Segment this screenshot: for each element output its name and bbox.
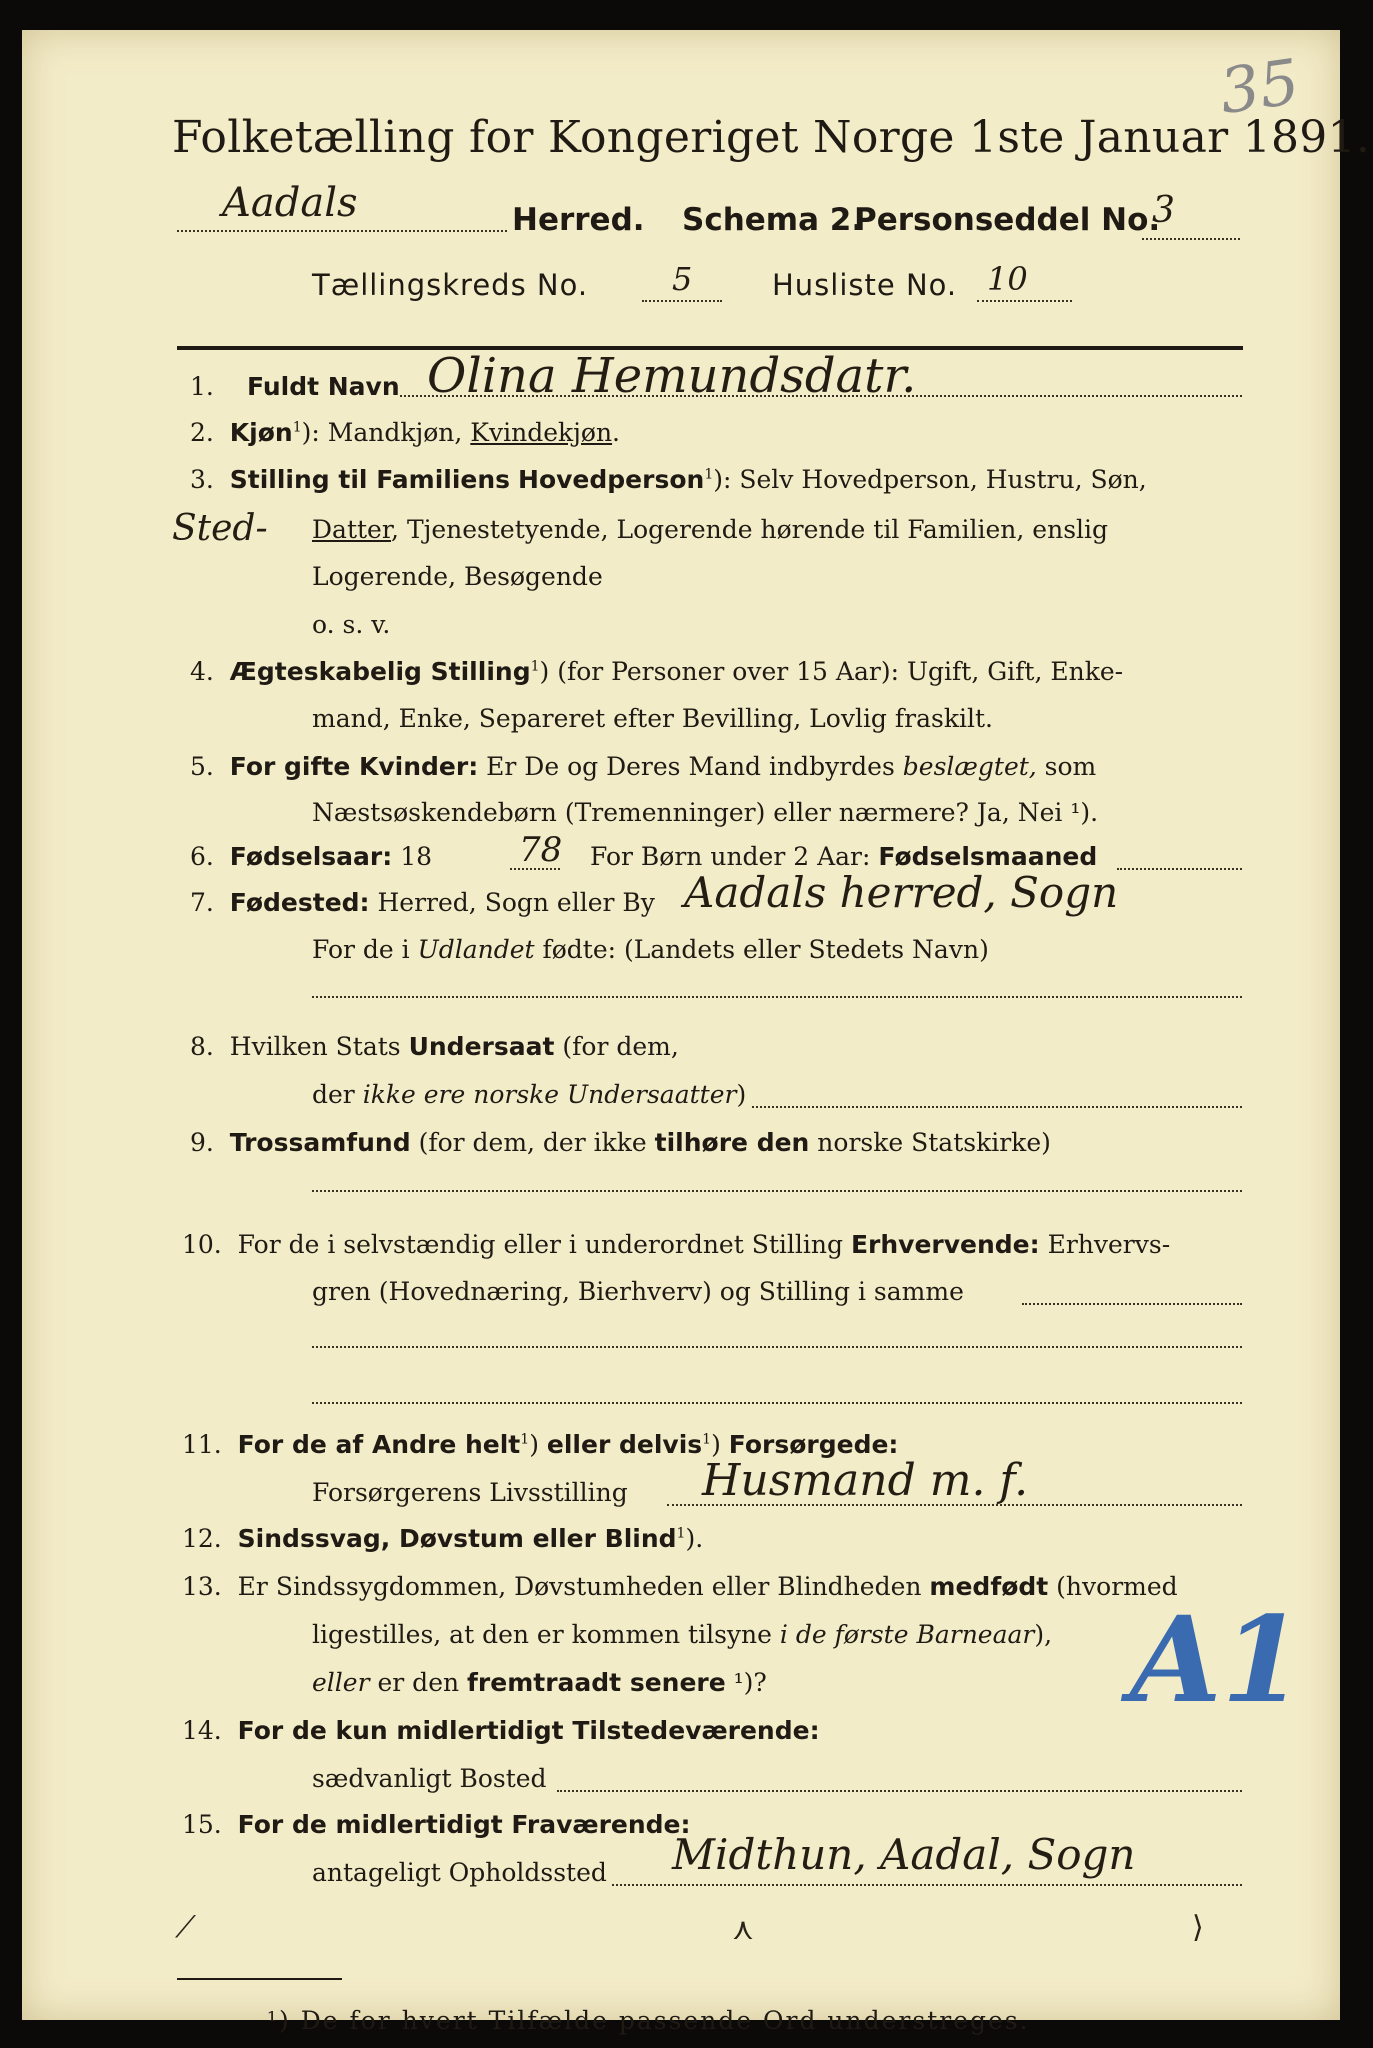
corner-pencil-mark: 35: [1215, 44, 1304, 129]
item-15-line-1: [182, 1810, 691, 1839]
item-13-bold-3: fremtraadt senere: [467, 1668, 726, 1697]
item-10-line-2: gren (Hovednæring, Bierhverv) og Stilling i samme: [312, 1277, 964, 1306]
item-15-dotline: [612, 1884, 1242, 1886]
item-9-text: (for dem, der ikke: [410, 1128, 655, 1157]
item-15-number: 15.: [182, 1810, 222, 1839]
item-7-dotline: [312, 996, 1242, 998]
item-3-sup: 1: [704, 466, 714, 483]
item-11-label-c: Forsørgede:: [728, 1430, 899, 1459]
item-13-italic-3: eller: [312, 1668, 370, 1697]
taellingskreds-dotline: [642, 300, 722, 302]
item-1-label: Fuldt Navn: [247, 372, 400, 401]
item-2-label: Kjøn: [229, 418, 293, 447]
item-14-line-2: sædvanligt Bosted: [312, 1764, 547, 1793]
item-3-selected: Datter: [312, 515, 392, 544]
item-15-label: For de midlertidigt Fraværende:: [237, 1810, 691, 1839]
item-4-number: 4.: [190, 657, 214, 686]
footnote: ¹) De for hvert Tilfælde passende Ord understreges.: [267, 2006, 1030, 2035]
item-6-text-a: For Børn under 2 Aar:: [590, 842, 871, 871]
item-5-number: 5.: [190, 752, 214, 781]
item-13-number: 13.: [182, 1572, 222, 1601]
item-14-dotline: [557, 1790, 1242, 1792]
item-11-line-1: 11. For de af Andre helt$^1$) eller delvis$^1$) Forsørgede:: [182, 1430, 899, 1459]
taellingskreds-label: Tællingskreds No.: [312, 268, 589, 302]
item-13-line-3: [312, 1668, 767, 1697]
item-4-line-2: mand, Enke, Separeret efter Bevilling, Lovlig fraskilt.: [312, 704, 993, 733]
margin-blue-mark: A1: [1130, 1590, 1304, 1729]
item-3-line-4: o. s. v.: [312, 610, 391, 639]
item-6-month-dotline: [1117, 868, 1242, 870]
corner-tick-right: ⟩: [1192, 1910, 1204, 1945]
item-8-text-a: Hvilken Stats: [229, 1032, 409, 1061]
item-3-line-3: Logerende, Besøgende: [312, 562, 603, 591]
item-9-bold: tilhøre den: [654, 1128, 810, 1157]
item-11-label-a: For de af Andre helt: [237, 1430, 521, 1459]
item-8-text-2a: der: [312, 1080, 363, 1109]
item-6-year-prefix: 18: [400, 842, 433, 871]
item-6-label: Fødselsaar:: [229, 842, 393, 871]
item-13-bold-1: medfødt: [929, 1572, 1049, 1601]
item-5-label: For gifte Kvinder:: [229, 752, 479, 781]
item-10-text: For de i selvstændig eller i underordnet Stilling: [237, 1230, 851, 1259]
item-4-line-1: [190, 657, 1123, 686]
item-6-label-2: Fødselsmaaned: [878, 842, 1098, 871]
herred-label: Herred.: [512, 202, 645, 238]
item-2-text-b: .: [612, 418, 620, 447]
personseddel-value: 3: [1152, 190, 1175, 231]
item-8-line-1: [190, 1032, 679, 1061]
item-13-text-1a: Er Sindssygdommen, Døvstumheden eller Blindheden: [237, 1572, 930, 1601]
item-14-line-1: [182, 1716, 820, 1745]
item-13-line-1: [182, 1572, 1178, 1601]
item-10-dotline-3: [312, 1402, 1242, 1404]
item-7-italic: Udlandet: [417, 935, 535, 964]
item-11-dotline: [667, 1504, 1242, 1506]
item-6-year-value: 78: [519, 830, 563, 870]
item-14-number: 14.: [182, 1716, 222, 1745]
item-9-label: Trossamfund: [229, 1128, 411, 1157]
herred-value: Aadals: [222, 180, 358, 226]
item-15-line-2: antageligt Opholdssted: [312, 1858, 607, 1887]
item-6-line: [190, 842, 432, 871]
item-5-line-2: Næstsøskendebørn (Tremenninger) eller nærmere? Ja, Nei ¹).: [312, 798, 1099, 827]
item-13-italic-2: i de første Barneaar: [779, 1620, 1035, 1649]
item-11-label-b: eller delvis: [546, 1430, 703, 1459]
item-2-line: [190, 418, 620, 447]
item-13-text-2b: ),: [1034, 1620, 1053, 1649]
item-4-sup: 1: [530, 658, 540, 675]
item-2-number: 2.: [190, 418, 214, 447]
item-8-label: Undersaat: [408, 1032, 555, 1061]
item-7-text: Herred, Sogn eller By: [377, 888, 655, 917]
item-9-dotline: [312, 1190, 1242, 1192]
item-11-number: 11.: [182, 1430, 222, 1459]
item-3-hand-prefix: Sted-: [172, 508, 268, 549]
item-3-number: 3.: [190, 465, 214, 494]
corner-tick-left: ⟋: [175, 1910, 196, 1945]
item-10-text-2: Erhvervs-: [1039, 1230, 1171, 1259]
corner-tick-center: ⋏: [732, 1912, 754, 1947]
item-7-number: 7.: [190, 888, 214, 917]
item-8-number: 8.: [190, 1032, 214, 1061]
item-7-line-1: [190, 888, 655, 917]
item-9-line: [190, 1128, 1051, 1157]
item-14-label: For de kun midlertidigt Tilstedeværende:: [237, 1716, 820, 1745]
item-1-number: 1.: [190, 372, 214, 401]
item-3-line-1: [190, 465, 1147, 494]
item-13-text-3a: er den: [369, 1668, 468, 1697]
item-5-italic: beslægtet,: [902, 752, 1037, 781]
item-1-value: Olina Hemundsdatr.: [427, 348, 917, 404]
item-8-text-b: (for dem,: [554, 1032, 679, 1061]
herred-dotline: [177, 230, 507, 232]
item-10-number: 10.: [182, 1230, 222, 1259]
item-2-selected: Kvindekjøn: [470, 418, 613, 447]
item-11-line-2: Forsørgerens Livsstilling: [312, 1478, 628, 1507]
item-13-tail: ¹)?: [733, 1668, 767, 1697]
item-10-dotline-1: [1022, 1303, 1242, 1305]
item-4-text-1: ) (for Personer over 15 Aar): Ugift, Gift, Enke-: [539, 657, 1124, 686]
item-7-text-2a: For de i: [312, 935, 418, 964]
item-6-number: 6.: [190, 842, 214, 871]
item-6-year-dotline: [510, 868, 560, 870]
item-5-text-b: som: [1036, 752, 1097, 781]
item-3-text-1: ): Selv Hovedperson, Hustru, Søn,: [713, 465, 1147, 494]
census-form-page: [22, 30, 1371, 2035]
item-2-text-a: ): Mandkjøn,: [301, 418, 471, 447]
item-8-line-2: [312, 1080, 746, 1109]
item-3-text-2: , Tjenestetyende, Logerende hørende til Familien, enslig: [391, 515, 1109, 544]
item-13-text-1c: (hvormed: [1048, 1572, 1178, 1601]
item-3-label-2: Hovedperson: [518, 465, 705, 494]
item-12-number: 12.: [182, 1524, 222, 1553]
item-9-text-2: norske Statskirke): [809, 1128, 1051, 1157]
item-4-label: Ægteskabelig Stilling: [229, 657, 531, 686]
item-3-label: Stilling til Familiens: [229, 465, 511, 494]
taellingskreds-value: 5: [672, 260, 693, 298]
item-10-label: Erhvervende:: [850, 1230, 1040, 1259]
item-5-line-1: [190, 752, 1096, 781]
item-11-sup-1: 1: [520, 1431, 530, 1448]
item-7-value: Aadals herred, Sogn: [684, 868, 1119, 917]
schema-label: Schema 2.: [682, 202, 864, 238]
item-11-sup-2: 1: [702, 1431, 712, 1448]
husliste-label: Husliste No.: [772, 268, 958, 302]
item-7-line-2: [312, 935, 989, 964]
item-2-sup: 1: [292, 419, 302, 436]
item-12-sup: 1: [676, 1525, 686, 1542]
item-13-line-2: [312, 1620, 1052, 1649]
item-8-italic: ikke ere norske Undersaatter: [362, 1080, 737, 1109]
item-15-value: Midthun, Aadal, Sogn: [672, 1830, 1136, 1879]
item-9-number: 9.: [190, 1128, 214, 1157]
form-title: Folketælling for Kongeriget Norge 1ste Januar 1891.: [172, 112, 1371, 163]
item-8-text-2b: ): [736, 1080, 747, 1109]
husliste-dotline: [977, 300, 1072, 302]
item-3-line-2: [312, 515, 1108, 544]
item-6-text: [590, 842, 1097, 871]
husliste-value: 10: [987, 260, 1028, 298]
item-5-text-a: Er De og Deres Mand indbyrdes: [478, 752, 903, 781]
footnote-rule: [177, 1978, 342, 1980]
personseddel-dotline: [1142, 238, 1240, 240]
item-1-dotline: [400, 395, 1242, 397]
item-10-line-1: [182, 1230, 1170, 1259]
personseddel-label: Personseddel No.: [854, 202, 1161, 238]
item-12-label: Sindssvag, Døvstum eller Blind: [237, 1524, 677, 1553]
item-7-label: Fødested:: [229, 888, 370, 917]
item-12-line: [182, 1524, 703, 1553]
item-13-text-2a: ligestilles, at den er kommen tilsyne: [312, 1620, 780, 1649]
item-11-value: Husmand m. f.: [702, 1455, 1029, 1506]
item-7-text-2b: fødte: (Landets eller Stedets Navn): [534, 935, 989, 964]
item-8-dotline: [752, 1106, 1242, 1108]
item-10-dotline-2: [312, 1346, 1242, 1348]
item-12-tail: ).: [685, 1524, 704, 1553]
